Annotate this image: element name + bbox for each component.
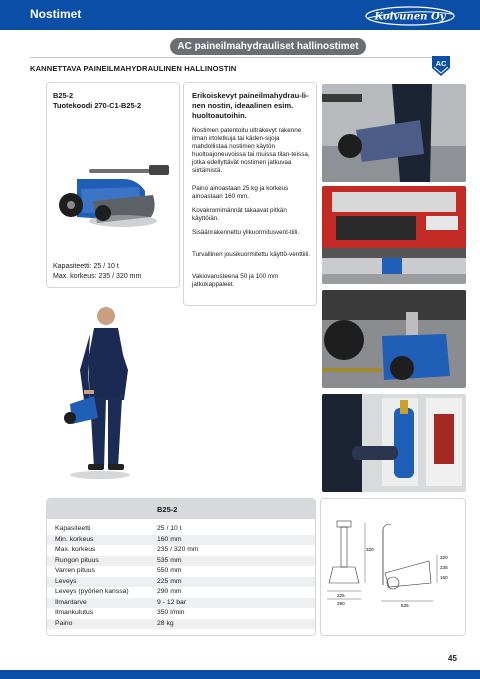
technical-drawing (321, 499, 465, 635)
description-intro: Erikoiskevyt paineilmahydrau-li-nen nostin, ideaalinen esim. huoltoautoihin. (192, 91, 309, 120)
table-row (47, 577, 316, 588)
dim-label: 320 (440, 555, 448, 560)
page-number: 45 (448, 654, 457, 663)
description-paragraph: Sisäänrakennettu ylikuormitusvent-tiili. (192, 229, 300, 236)
description-paragraph: Turvallinen jousikuormitettu käyttö-venttiili. (192, 251, 311, 258)
svg-text:AC: AC (435, 59, 447, 68)
row-label: Max. korkeus (55, 546, 96, 553)
spec-column-title: B25-2 (157, 505, 178, 514)
company-logo (364, 5, 456, 27)
row-label: Kapasiteetti (55, 525, 91, 532)
table-row (47, 608, 316, 619)
row-label: Ilmantarve (55, 598, 87, 606)
table-row (47, 524, 316, 535)
description-panel (183, 82, 317, 306)
row-value: 535 mm (157, 556, 182, 564)
row-value: 28 kg (157, 619, 174, 627)
photo-truck (322, 186, 466, 284)
dim-label: 160 (440, 575, 448, 580)
row-value: 350 l/min (157, 609, 185, 616)
row-label: Min. korkeus (55, 535, 94, 543)
section-title: Nostimet (30, 7, 82, 21)
svg-text:Koivunen Oy: Koivunen Oy (374, 11, 446, 23)
jack-product-image (53, 161, 175, 231)
spec-table (46, 498, 316, 636)
height-line: Max. korkeus: 235 / 320 mm (53, 273, 142, 280)
description-paragraph: Vakiovarusteena 50 ja 100 mm jatkokappaleet. (192, 273, 279, 288)
description-paragraph: Paino ainoastaan 25 kg ja korkeus ainoastaan 160 mm. (192, 185, 289, 200)
row-value: 225 mm (157, 577, 182, 585)
product-code: Tuotekoodi 270-C1-B25-2 (53, 101, 142, 110)
row-value: 25 / 10 t (157, 525, 182, 532)
ac-badge (430, 56, 452, 76)
table-row (47, 545, 316, 556)
model-name: B25-2 (53, 91, 74, 100)
row-label: Varren pituus (55, 567, 95, 574)
description-paragraph: Nostimen patentoitu ultrakevyt rakenne ilman irtoletkuja tai käden-sijoja mahdollistaa nostimen käytön huoltoajoneuvoissa tai muissa tilan-teissa, jotka edellyttävät nostimen jatkuvaa siirtämistä. (192, 127, 310, 174)
dim-label: 320 (366, 547, 374, 552)
worker-photo (60, 300, 140, 480)
dim-label: 290 (337, 601, 345, 606)
row-value: 550 mm (157, 567, 182, 574)
divider (30, 57, 450, 58)
category-banner: AC paineilmahydrauliset hallinostimet (170, 38, 366, 55)
spec-table-header (47, 499, 316, 519)
row-value: 290 mm (157, 588, 182, 595)
row-label: Rungon pituus (55, 556, 99, 564)
row-value: 9 - 12 bar (157, 598, 187, 606)
table-row (47, 619, 316, 630)
table-row (47, 587, 316, 598)
table-row (47, 566, 316, 577)
capacity-line: Kapasiteetti: 25 / 10 t (53, 263, 119, 270)
product-panel (46, 82, 180, 288)
photo-jack-under-vehicle (322, 290, 466, 388)
bottom-bar (0, 670, 480, 679)
table-row (47, 535, 316, 546)
page-subtitle: KANNETTAVA PAINEILMAHYDRAULINEN HALLINOSTIN (30, 64, 237, 73)
row-label: Paino (55, 619, 73, 627)
table-row (47, 556, 316, 567)
dim-label: 535 (401, 603, 409, 608)
row-value: 235 / 320 mm (157, 546, 199, 553)
technical-drawing-panel (320, 498, 466, 636)
photo-jack-in-use (322, 84, 466, 182)
row-label: Leveys (pyörien kanssa) (55, 588, 129, 595)
row-label: Leveys (55, 577, 77, 585)
dim-label: 225 (337, 593, 345, 598)
description-paragraph: Kovakromimännät takaavat pitkän käyttöiän. (192, 207, 287, 222)
dim-label: 235 (440, 565, 448, 570)
table-row (47, 598, 316, 609)
top-bar (0, 0, 480, 30)
row-value: 160 mm (157, 535, 182, 543)
photo-service-van (322, 394, 466, 492)
row-label: Ilmankulutus (55, 609, 94, 616)
